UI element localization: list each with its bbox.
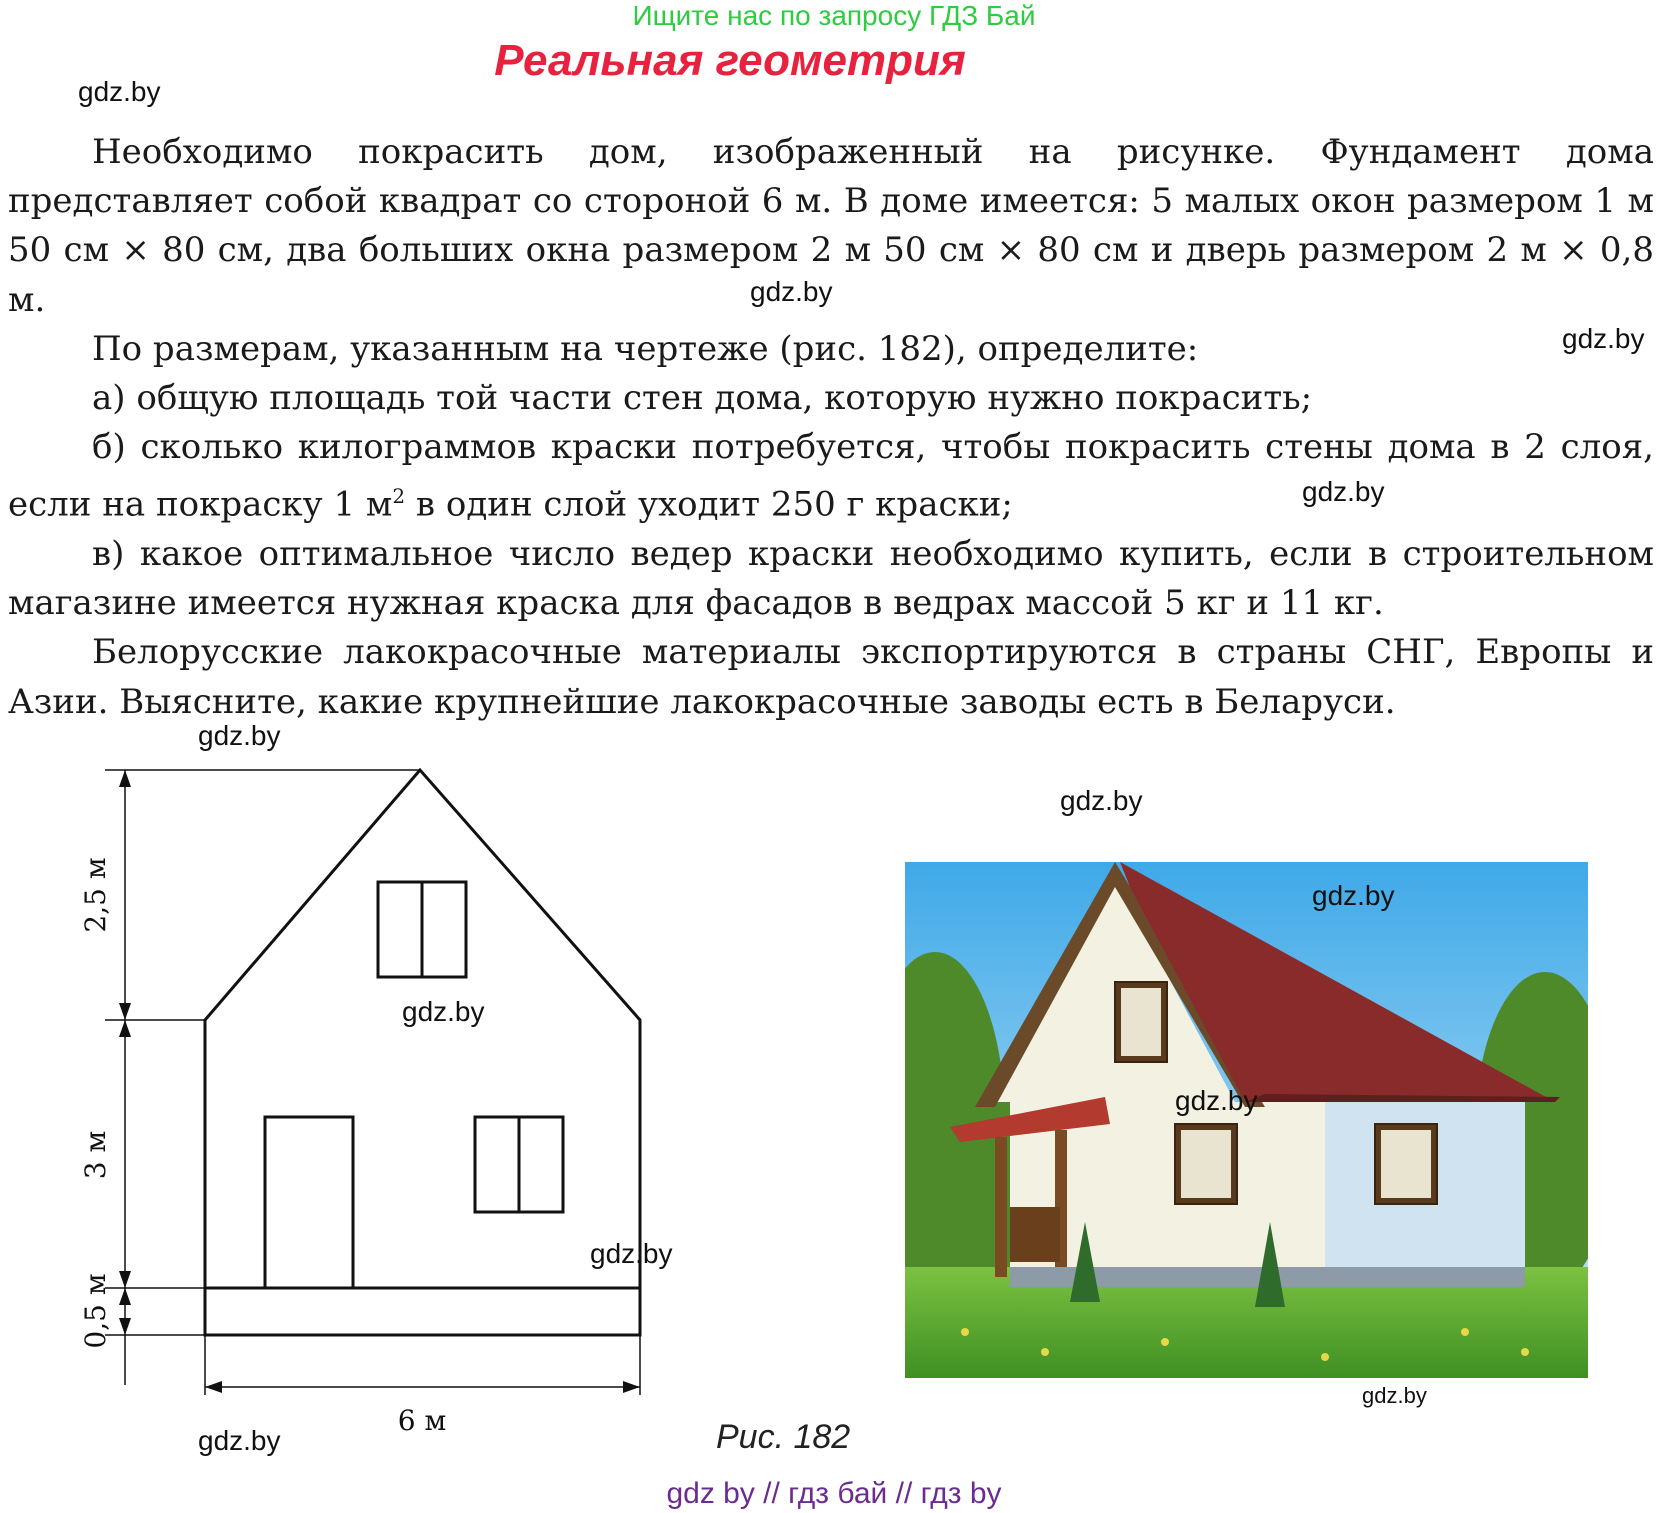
watermark: gdz.by <box>1562 323 1645 354</box>
paragraph-b-tail: в один слой уходит 250 г краски; <box>405 484 1013 525</box>
watermark: gdz.by <box>198 1425 281 1456</box>
paragraph-c: в) какое оптимальное число ведер краски необходимо купить, если в строительном магазине имеется нужная краска для фасадов в ведрах массой 5 кг и 11 кг. <box>8 533 1654 624</box>
dim-roof-label: 2,5 м <box>79 857 112 933</box>
top-banner: Ищите нас по запросу ГДЗ Бай <box>632 0 1036 31</box>
house-drawing <box>60 755 700 1455</box>
watermark: gdz.by <box>1175 1085 1258 1116</box>
dim-base-label: 0,5 м <box>79 1273 112 1349</box>
watermark: gdz.by <box>1312 880 1395 911</box>
door <box>265 1117 353 1288</box>
paragraph-b-text: б) сколько килограммов краски потребуется, чтобы покрасить стены дома в 2 слоя, если на покраску 1 м <box>8 427 1654 525</box>
paragraph-a: а) общую площадь той части стен дома, которую нужно покрасить; <box>92 378 1313 419</box>
watermark: gdz.by <box>1302 476 1385 507</box>
watermark: gdz.by <box>198 720 281 751</box>
house-outline <box>205 770 640 1335</box>
dim-wall-label: 3 м <box>79 1130 112 1180</box>
paragraph-research: Белорусские лакокрасочные материалы экспортируются в страны СНГ, Европы и Азии. Выясните, какие крупнейшие лакокрасочные заводы есть в Беларуси. <box>8 632 1654 722</box>
paragraph-b <box>8 423 1654 530</box>
dim-width-label: 6 м <box>397 1404 447 1437</box>
figure-caption: Рис. 182 <box>716 1418 851 1456</box>
section-heading: Реальная геометрия <box>494 36 966 85</box>
paragraph-intro: Необходимо покрасить дом, изображенный на рисунке. Фундамент дома представляет собой квадрат со стороной 6 м. В доме имеется: 5 малых окон размером 1 м 50 см × 80 см, два больших окна размером 2 м 50 см × 80 см и дверь размером 2 м × 0,8 м. <box>8 132 1654 320</box>
watermark: gdz.by <box>590 1238 673 1269</box>
footer-watermark: gdz by // гдз бай // гдз by <box>666 1477 1002 1510</box>
paragraph-task: По размерам, указанным на чертеже (рис. 182), определите: <box>92 328 1199 369</box>
house-photo <box>905 862 1588 1378</box>
watermark: gdz.by <box>1362 1383 1427 1408</box>
problem-text <box>8 128 1654 727</box>
watermark: gdz.by <box>750 276 833 307</box>
paragraph-b-sup: 2 <box>392 484 406 509</box>
watermark: gdz.by <box>402 996 485 1027</box>
watermark: gdz.by <box>1060 785 1143 816</box>
watermark: gdz.by <box>78 76 161 107</box>
